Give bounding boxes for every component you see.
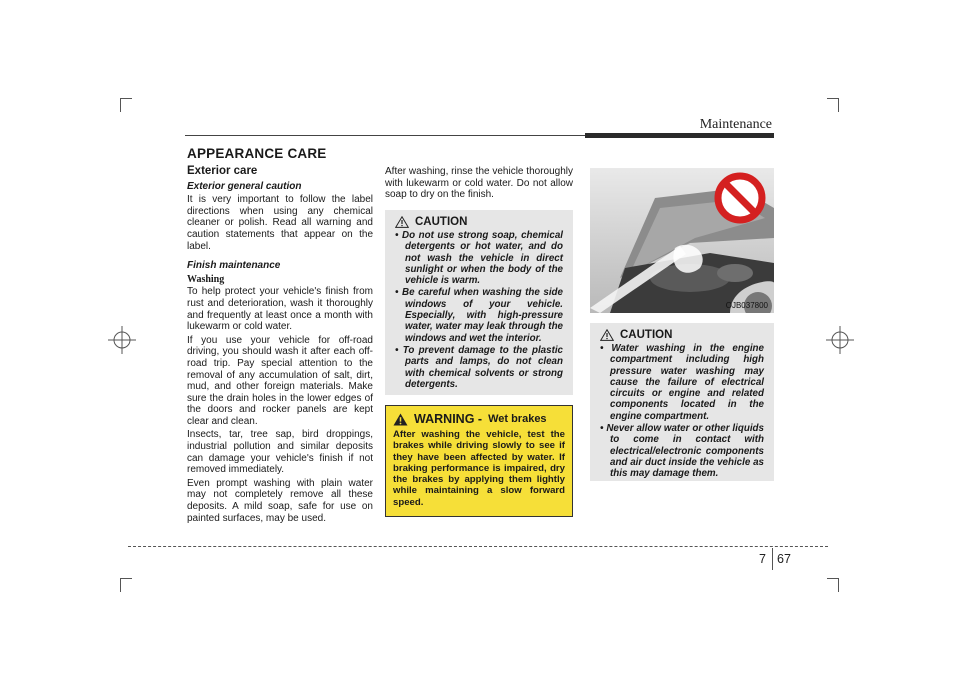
caution-item: • Be careful when washing the side windows of your vehicle. Especially, with high-pressure water, water may leak through the windows and wet the interior. [395,287,563,344]
crop-mark [838,578,839,592]
washing-paragraph-2: If you use your vehicle for off-road driving, you should wash it after each off-road trip. Pay special attention to the removal of any accumulation of salt, dirt, mud, and other foreign materials. Make sure the drain holes in the lower edges of the doors and rocker panels are kept clear and clean. [187,334,373,427]
crop-mark [827,578,839,579]
crop-mark [827,98,839,99]
caution-list [395,230,563,390]
general-caution-subheading: Exterior general caution [187,180,302,192]
engine-washing-image [590,168,774,313]
engine-washing-illustration [590,168,774,313]
general-caution-paragraph: It is very important to follow the label directions when using any chemical cleaner or polish. Read all warning and caution statements that appear on the label. [187,194,373,252]
image-code: OJB037800 [725,301,768,310]
caution-item: • Water washing in the engine compartment including high pressure water washing may cause the failure of electrical circuits or engine and related components located in the engine compartment. [600,343,764,422]
rinse-paragraph: After washing, rinse the vehicle thoroughly with lukewarm or cold water. Do not allow soap to dry on the finish. [385,166,573,201]
finish-maintenance-subheading: Finish maintenance [187,260,281,272]
caution-item-text: To prevent damage to the plastic parts and lamps, do not clean with chemical solvents or strong detergents. [402,344,564,390]
caution-title-text: CAUTION [620,329,673,341]
crop-mark [120,98,121,112]
crop-mark [120,98,132,99]
exterior-care-heading: Exterior care [187,165,258,177]
crop-mark [838,98,839,112]
crop-mark [120,578,132,579]
washing-paragraph-1: To help protect your vehicle's finish from rust and deterioration, wash it thoroughly and frequently at least once a month with lukewarm or cold water. [187,286,373,333]
caution-item-text: Be careful when washing the side windows of your vehicle. Especially, with high-pressure water, water may leak through the windows and wet the interior. [402,287,563,344]
section-heading: APPEARANCE CARE [187,146,327,161]
caution-triangle-icon [600,329,614,341]
washing-paragraph-3: Insects, tar, tree sap, bird droppings, industrial pollution and similar deposits can damage your vehicle's finish if not removed immediately. [187,429,373,476]
warning-subtitle: Wet brakes [488,413,547,425]
header-rule [185,135,585,136]
caution-item-text: Water washing in the engine compartment including high pressure water washing may cause the failure of electrical circuits or engine and related components located in the engine compartment. [610,343,764,422]
caution-title-text: CAUTION [415,216,468,228]
caution-list [600,343,764,480]
warning-title [393,412,565,426]
caution-item-text: Never allow water or other liquids to come in contact with electrical/electronic components and air duct inside the vehicle as this may damage them. [606,423,764,480]
header-bar [585,133,774,138]
warning-title-text: WARNING - [414,412,483,426]
caution-box-washing [385,210,573,395]
caution-title [395,216,563,228]
washing-label: Washing [187,273,225,285]
warning-triangle-icon [393,413,408,426]
rinse-paragraph-wrap [385,166,573,203]
caution-box-engine [590,323,774,481]
registration-mark-left [108,326,136,354]
caution-item: • Never allow water or other liquids to come in contact with electrical/electronic components and air duct inside the vehicle as this may damage them. [600,423,764,480]
caution-item: • Do not use strong soap, chemical detergents or hot water, and do not wash the vehicle in direct sunlight or when the body of the vehicle is warm. [395,230,563,287]
washing-paragraph-4: Even prompt washing with plain water may not completely remove all these deposits. A mild soap, safe for use on painted surfaces, may be used. [187,477,373,524]
caution-item: • To prevent damage to the plastic parts and lamps, do not clean with chemical solvents or strong detergents. [395,344,564,390]
registration-mark-right [826,326,854,354]
warning-box-wet-brakes [385,405,573,517]
footer-rule [128,546,828,547]
page-number-separator [772,548,773,570]
caution-title [600,329,764,341]
caution-item-text: Do not use strong soap, chemical detergents or hot water, and do not wash the vehicle in direct sunlight or when the body of the vehicle is warm. [402,230,563,287]
caution-triangle-icon [395,216,409,228]
crop-mark [120,578,121,592]
column-1 [187,166,373,526]
section-name: Maintenance [699,117,772,132]
page-number: 67 [777,552,791,566]
chapter-number: 7 [759,552,766,566]
warning-text: After washing the vehicle, test the brakes while driving slowly to see if they have been affected by water. If braking performance is impaired, dry the brakes by applying them lightly while maintaining a slow forward speed. [393,429,565,508]
